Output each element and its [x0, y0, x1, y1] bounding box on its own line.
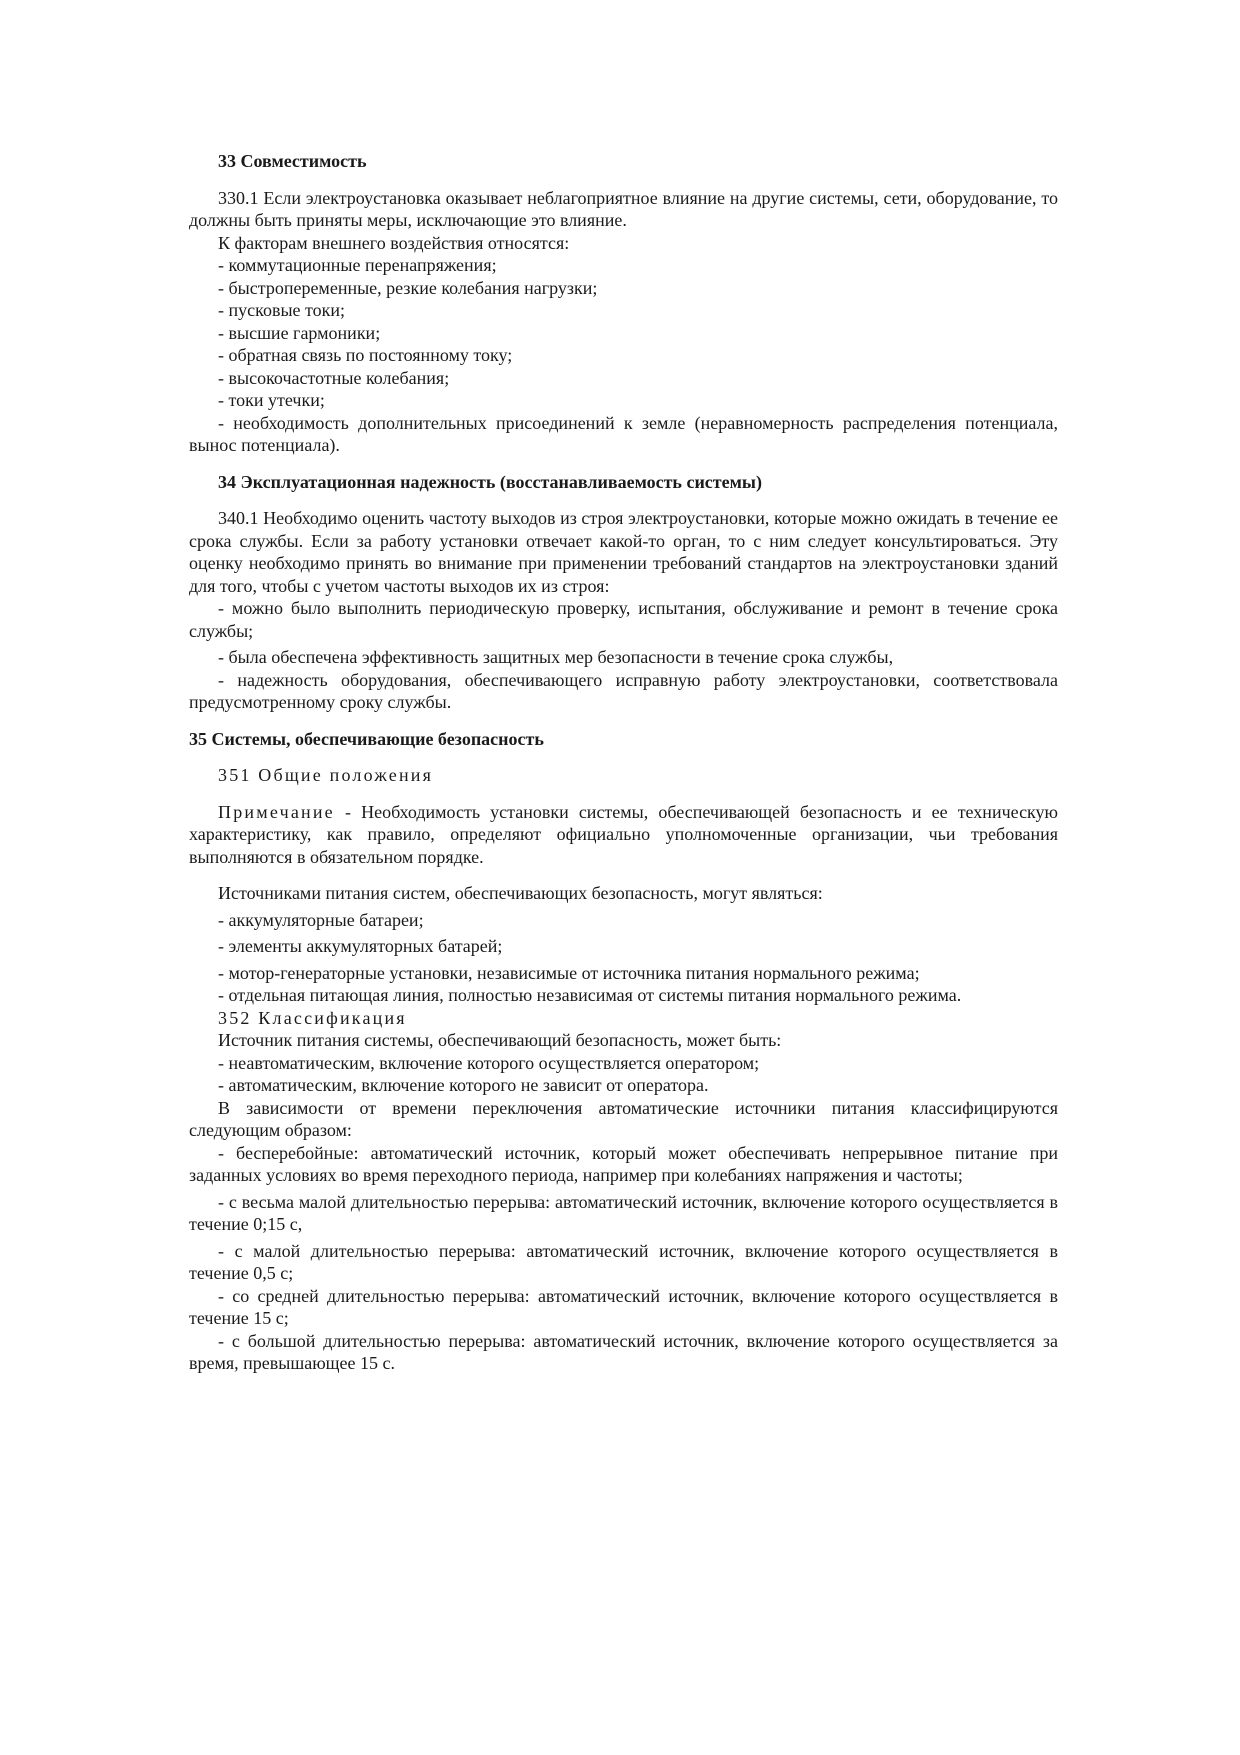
note-label: Примечание: [218, 801, 335, 822]
list-item: - токи утечки;: [218, 390, 325, 410]
list-item: - быстропеременные, резкие колебания нагрузки;: [218, 277, 598, 298]
list-item: - аккумуляторные батареи;: [218, 909, 424, 930]
document-body: [189, 150, 1058, 1375]
list-item: - надежность оборудования, обеспечивающего исправную работу электроустановки, соответствовала предусмотренному сроку службы.: [189, 669, 1058, 712]
list-item: - коммутационные перенапряжения;: [218, 255, 497, 275]
list-item: - можно было выполнить периодическую проверку, испытания, обслуживание и ремонт в течение срока службы;: [189, 598, 1058, 641]
list-item: - неавтоматическим, включение которого осуществляется оператором;: [218, 1052, 760, 1073]
list-item: - высшие гармоники;: [218, 322, 381, 343]
section-35-heading: 35 Системы, обеспечивающие безопасность: [189, 728, 544, 749]
classification-intro: Источник питания системы, обеспечивающий безопасность, может быть:: [218, 1030, 782, 1050]
list-item: - бесперебойные: автоматический источник, который может обеспечивать непрерывное питание при заданных условиях во время переходного периода, например при колебаниях напряжения и частоты;: [189, 1142, 1058, 1185]
auto-sources-intro: В зависимости от времени переключения автоматические источники питания классифицируются следующим образом:: [189, 1097, 1058, 1140]
list-item: - с весьма малой длительностью перерыва: автоматический источник, включение которого осуществляется в течение 0;15 с,: [189, 1191, 1058, 1234]
paragraph-330-1: 330.1 Если электроустановка оказывает неблагоприятное влияние на другие системы, сети, оборудование, то должны быть приняты меры, исключающие это влияние.: [189, 187, 1058, 230]
list-item: - высокочастотные колебания;: [218, 367, 450, 388]
note-text: - Необходимость установки системы, обеспечивающей безопасность и ее техническую характеристику, как правило, определяют официально уполномоченные организации, чьи требования выполняются в обязательном порядке.: [189, 801, 1058, 867]
list-item: - отдельная питающая линия, полностью независимая от системы питания нормального режима.: [218, 985, 962, 1005]
subsection-351-heading: 351 Общие положения: [218, 765, 434, 785]
list-item: - со средней длительностью перерыва: автоматический источник, включение которого осуществляется в течение 15 с;: [189, 1285, 1058, 1328]
section-34-heading: 34 Эксплуатационная надежность (восстанавливаемость системы): [218, 471, 762, 492]
section-33-heading: 33 Совместимость: [218, 151, 367, 171]
note-paragraph: [189, 801, 1058, 869]
list-item: - пусковые токи;: [218, 300, 346, 320]
list-item: - была обеспечена эффективность защитных мер безопасности в течение срока службы,: [218, 647, 894, 667]
paragraph-340-1: 340.1 Необходимо оценить частоту выходов из строя электроустановки, которые можно ожидать в течение ее срока службы. Если за работу установки отвечает какой-то орган, то с ним следует консультироваться. Эту оценку необходимо принять во внимание при применении требований стандартов на электроустановки зданий для того, чтобы с учетом частоты выходов их из строя:: [189, 508, 1058, 596]
list-item: - автоматическим, включение которого не зависит от оператора.: [218, 1075, 709, 1095]
sources-intro: Источниками питания систем, обеспечивающих безопасность, могут являться:: [218, 883, 823, 903]
list-item: - обратная связь по постоянному току;: [218, 345, 513, 365]
list-item: - необходимость дополнительных присоединений к земле (неравномерность распределения потенциала, вынос потенциала).: [189, 412, 1058, 455]
list-item: - с малой длительностью перерыва: автоматический источник, включение которого осуществляется в течение 0,5 с;: [189, 1240, 1058, 1283]
list-item: - мотор-генераторные установки, независимые от источника питания нормального режима;: [218, 962, 920, 983]
list-item: - с большой длительностью перерыва: автоматический источник, включение которого осуществляется за время, превышающее 15 с.: [189, 1330, 1058, 1373]
list-item: - элементы аккумуляторных батарей;: [218, 936, 503, 956]
subsection-352-heading: 352 Классификация: [218, 1007, 407, 1028]
factors-intro: К факторам внешнего воздействия относятся:: [218, 232, 570, 253]
